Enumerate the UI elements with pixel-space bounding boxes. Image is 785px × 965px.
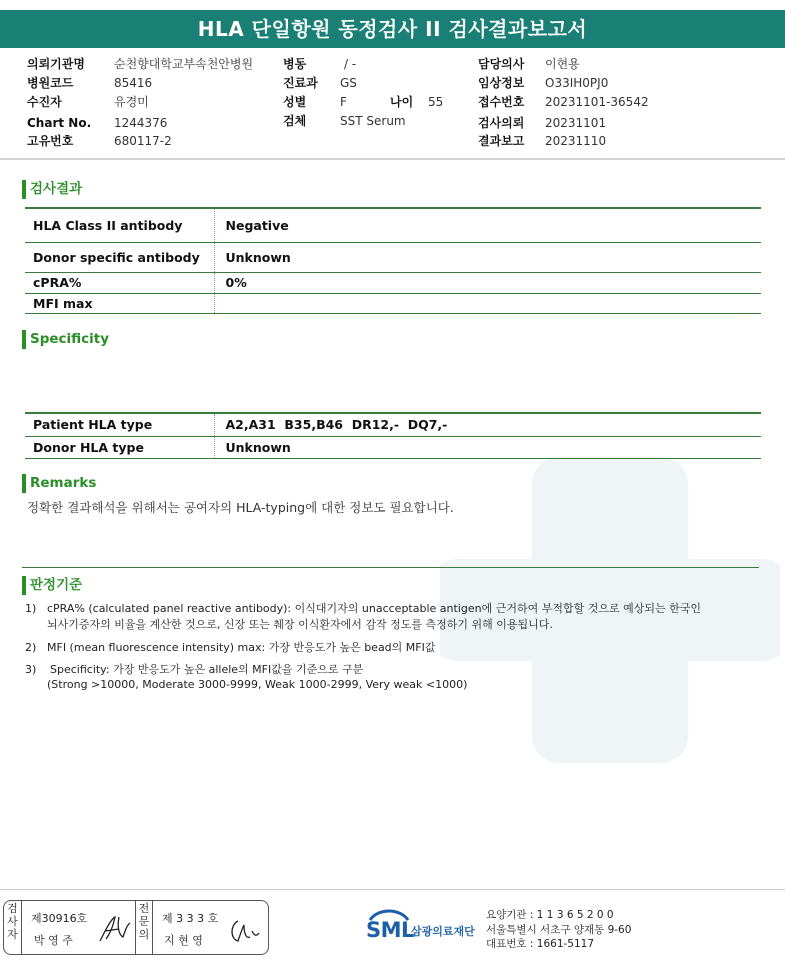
table-row xyxy=(25,293,761,313)
org-info xyxy=(486,908,631,952)
info-label: 접수번호 xyxy=(478,95,525,109)
info-value: 85416 xyxy=(114,76,153,90)
signer-license: 제 3 3 3 호 xyxy=(162,912,219,925)
result-value xyxy=(214,293,761,313)
signer-role xyxy=(4,901,22,954)
info-value: 순천향대학교부속천안병원 xyxy=(114,57,254,71)
info-label: 병동 xyxy=(283,57,307,71)
info-value: 55 xyxy=(428,95,444,109)
table-row xyxy=(25,272,761,293)
specificity-heading: Specificity xyxy=(22,330,109,349)
divider xyxy=(22,567,759,568)
info-label: 임상정보 xyxy=(478,76,525,90)
signer-role-char: 문 xyxy=(138,915,150,928)
org-info-line: 서울특별시 서초구 양재동 9-60 xyxy=(486,923,632,936)
org-name: 삼광의료재단 xyxy=(411,925,475,938)
criteria-item xyxy=(25,640,765,656)
signer-name: 지 현 영 xyxy=(164,934,203,947)
table-row xyxy=(25,413,761,436)
info-value: 1244376 xyxy=(114,116,168,130)
hla-type-table xyxy=(25,412,761,459)
criteria-line: Specificity: 가장 반응도가 높은 allele의 MFI값을 기준으로 구분 xyxy=(50,663,364,676)
table-row xyxy=(25,208,761,242)
info-value: F xyxy=(340,95,347,109)
hla-value: Unknown xyxy=(214,436,761,458)
info-label: 수진자 xyxy=(27,95,62,109)
info-label: 검체 xyxy=(283,114,307,128)
criteria-line: (Strong >10000, Moderate 3000-9999, Weak 1000-2999, Very weak <1000) xyxy=(47,678,468,691)
signer-role-char: 사 xyxy=(7,915,18,928)
info-value: 680117-2 xyxy=(114,134,172,148)
info-label: 나이 xyxy=(390,95,414,109)
remarks-text: 정확한 결과해석을 위해서는 공여자의 HLA-typing에 대한 정보도 필요합니다. xyxy=(27,500,454,515)
info-value: O33IH0PJ0 xyxy=(545,76,609,90)
signer-role-char: 검 xyxy=(7,902,18,915)
hla-label: Donor HLA type xyxy=(25,436,214,458)
hla-label: Patient HLA type xyxy=(25,413,214,436)
signer-role xyxy=(135,901,153,954)
signature-mark-icon xyxy=(97,913,133,945)
criteria-heading: 판정기준 xyxy=(22,576,82,595)
org-info-line: 대표번호 : 1661-5117 xyxy=(486,938,595,950)
result-value: Unknown xyxy=(214,242,761,272)
result-value: Negative xyxy=(214,208,761,242)
result-label: HLA Class II antibody xyxy=(25,208,214,242)
criteria-line: 뇌사기증자의 비율을 계산한 것으로, 신장 또는 췌장 이식환자에서 감작 정도를 측정하기 위해 이용됩니다. xyxy=(47,618,553,631)
result-label: Donor specific antibody xyxy=(25,242,214,272)
info-value: GS xyxy=(340,76,357,90)
results-table xyxy=(25,207,761,314)
info-value: 유경미 xyxy=(114,95,149,109)
info-value: 20231110 xyxy=(545,134,607,148)
table-row xyxy=(25,242,761,272)
signer-role-char: 자 xyxy=(7,928,18,941)
info-label: 진료과 xyxy=(283,76,318,90)
sml-logo xyxy=(366,906,481,950)
info-value: 20231101 xyxy=(545,116,607,130)
results-heading: 검사결과 xyxy=(22,180,82,199)
result-label: MFI max xyxy=(25,293,214,313)
result-value: 0% xyxy=(214,272,761,293)
hla-value: A2,A31 B35,B46 DR12,- DQ7,- xyxy=(214,413,761,436)
signer-name: 박 영 주 xyxy=(34,934,73,947)
divider xyxy=(0,158,785,160)
info-label: Chart No. xyxy=(27,116,92,130)
info-label: 고유번호 xyxy=(27,134,74,148)
info-label: 담당의사 xyxy=(478,57,525,71)
signature-mark-icon xyxy=(226,915,262,945)
criteria-number: 1) xyxy=(25,602,37,615)
info-value: 20231101-36542 xyxy=(545,95,649,109)
info-label: 병원코드 xyxy=(27,76,74,90)
sml-logo-text: SML xyxy=(366,918,414,942)
signature-box xyxy=(3,900,269,955)
criteria-item xyxy=(25,662,765,694)
result-label: cPRA% xyxy=(25,272,214,293)
criteria-number: 3) xyxy=(25,663,37,676)
footer-divider xyxy=(0,889,785,890)
org-info-line: 요양기관 : 1 1 3 6 5 2 0 0 xyxy=(486,909,614,921)
report-title: HLA 단일항원 동정검사 II 검사결과보고서 xyxy=(0,10,785,48)
criteria-line: MFI (mean fluorescence intensity) max: 가장 반응도가 높은 bead의 MFI값 xyxy=(47,641,436,654)
info-value: 이현용 xyxy=(545,57,580,71)
info-label: 성별 xyxy=(283,95,307,109)
criteria-line: cPRA% (calculated panel reactive antibody): 이식대기자의 unacceptable antigen에 근거하여 부적합할 것으로 예상되는 한국인 xyxy=(47,602,701,615)
remarks-heading: Remarks xyxy=(22,474,96,493)
criteria-number: 2) xyxy=(25,641,37,654)
info-label: 검사의뢰 xyxy=(478,116,525,130)
info-label: 결과보고 xyxy=(478,134,525,148)
signer-license: 제30916호 xyxy=(31,912,88,925)
signer-role-char: 전 xyxy=(138,902,150,915)
table-row xyxy=(25,436,761,458)
info-label: 의뢰기관명 xyxy=(27,57,85,71)
info-value: SST Serum xyxy=(340,114,406,128)
info-value: / - xyxy=(344,57,357,71)
criteria-item xyxy=(25,601,765,633)
signer-role-char: 의 xyxy=(138,928,150,941)
patient-info xyxy=(0,55,785,155)
